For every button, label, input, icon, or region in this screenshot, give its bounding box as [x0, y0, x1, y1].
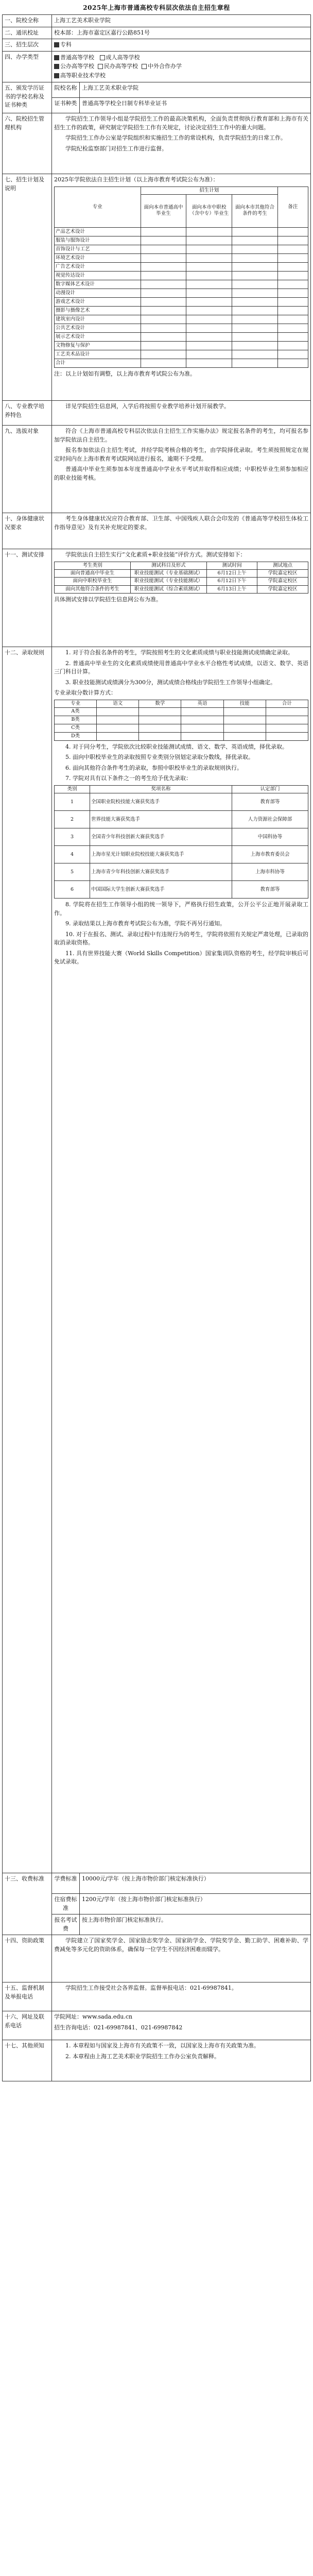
- contact-site: 学院网址：www.sada.edu.cn: [54, 2013, 133, 2020]
- plan-major: 工艺美术品设计: [55, 350, 141, 359]
- row-work: [3, 113, 311, 174]
- score-cell: [181, 707, 223, 716]
- plan-cell: [232, 324, 278, 332]
- row-health: [3, 513, 311, 549]
- row-supervise: [3, 1982, 311, 2011]
- exam-cell: 职业技能测试（综合素质测试）: [130, 585, 206, 593]
- work-para: 学院招生工作领导小组是学院招生工作的最高决策机构，全面负责贯彻执行教育部和上海市有关招生工作的政策，研究制定学院招生工作有关规定，讨论决定招生工作中的重大问题。: [54, 115, 308, 131]
- other-para: 2. 本章程由上海工艺美术职业学院招生工作办公室负责解释。: [65, 2053, 220, 2060]
- exam-cell: 学院嘉定校区: [257, 578, 308, 585]
- plan-major: 环境艺术设计: [55, 253, 141, 262]
- row-label: 十二、录取规则: [3, 647, 52, 1873]
- plan-subhead: 面向本市普通高中毕业生: [141, 194, 186, 227]
- award-table: [54, 785, 308, 899]
- plan-row: [55, 332, 308, 341]
- rules-para: 1. 对于符合报名条件的考生，学院按照考生的文化素质成绩与职业技能测试成绩确定录取。: [65, 649, 293, 656]
- plan-cell: [232, 245, 278, 253]
- row-label: 九、选拔对象: [3, 426, 52, 513]
- exam-cell: 职业技能测试（专业基础测试）: [130, 569, 206, 577]
- score-row: [55, 724, 308, 732]
- plan-cell: [186, 306, 232, 315]
- plan-row: [55, 297, 308, 306]
- exam-head: 考生类别: [55, 562, 131, 569]
- award-cell: 3: [55, 828, 90, 846]
- row-label: 五、颁发学历证书的学校名称及证书种类: [3, 82, 52, 113]
- org-sub-label: 证书种类: [52, 98, 80, 113]
- supervise-text: [52, 1982, 311, 2011]
- org-cert-value: 普通高等学校全日制专科毕业证书: [80, 98, 311, 113]
- row-school-addr: [3, 27, 311, 39]
- rules-para: 3. 职业技能测试成绩满分为300分，测试成绩合格线由学院招生工作领导小组确定。: [65, 679, 276, 686]
- plan-note: 注：以上计划如有调整，以上海市教育考试院公布为准。: [54, 370, 196, 377]
- exam-table: [54, 562, 308, 594]
- plan-major: 摄影与摄像艺术: [55, 306, 141, 315]
- award-head: 类别: [55, 785, 90, 793]
- score-cell: [223, 724, 266, 732]
- score-row: [55, 716, 308, 724]
- admit-para: 符合《上海市普通高校专科层次依法自主招生工作实施办法》规定报名条件的考生，均可报名参加学院依法自主招生。: [54, 428, 308, 443]
- charter-table: [2, 14, 311, 2081]
- plan-cell: [186, 280, 232, 289]
- plan-cell: [141, 253, 186, 262]
- rules-table-note: 专业录取分数计算方式：: [54, 689, 116, 696]
- row-label: 十六、网址及联系电话: [3, 2011, 52, 2040]
- score-cell: [139, 716, 181, 724]
- plan-cell: [186, 245, 232, 253]
- work-para: 学院纪检监察部门对招生工作进行监督。: [65, 145, 167, 152]
- rules-para: 8. 学院将在招生工作领导小组的统一领导下，严格执行招生政策，公开公平公正地开展录取工作。: [54, 901, 308, 917]
- score-head: 英语: [181, 700, 223, 707]
- plan-cell: [232, 297, 278, 306]
- plan-row: [55, 280, 308, 289]
- rules-para: 9. 录取结果以上海市教育考试院公布为准，学院不再另行通知。: [65, 920, 225, 927]
- other-para: 1. 本章程如与国家及上海市有关政策不一致，以国家及上海市有关政策为准。: [65, 2042, 259, 2049]
- fees-sub-label: 住宿费标准: [52, 1894, 80, 1914]
- plan-cell: [232, 306, 278, 315]
- award-cell: 世界技能大赛获奖选手: [90, 811, 232, 828]
- plan-cell: [141, 315, 186, 324]
- type-option: 公办高等学校: [60, 63, 94, 70]
- plan-cell: [277, 280, 308, 289]
- exam-head: 测试时间: [206, 562, 257, 569]
- award-row: [55, 846, 308, 863]
- row-fees-1: [3, 1873, 311, 1894]
- plan-cell: [141, 324, 186, 332]
- row-label: 十三、收费标准: [3, 1873, 52, 1935]
- exam-cell: 6月13日上午: [206, 585, 257, 593]
- plan-major: 动漫设计: [55, 289, 141, 297]
- plan-cell: [141, 236, 186, 245]
- score-cell: [181, 716, 223, 724]
- type-line-1: [54, 54, 308, 62]
- plan-cell: [141, 341, 186, 350]
- exam-after: 具体测试安排以学院招生信息网公布为准。: [54, 596, 162, 603]
- row-label: 十一、测试安排: [3, 549, 52, 647]
- score-cell: [266, 716, 308, 724]
- fees-sub-label: 学费标准: [52, 1873, 80, 1894]
- plan-major: 广告艺术设计: [55, 262, 141, 271]
- plan-cell: [141, 262, 186, 271]
- row-plan: [3, 174, 311, 401]
- checkbox-icon: [142, 64, 147, 69]
- rules-para: 5. 面向中职校毕业生的录取按照专业类别分别划定录取分数线，择优录取。: [65, 754, 254, 761]
- score-cell: [266, 732, 308, 740]
- plan-cell: [277, 271, 308, 280]
- plan-major: 数字媒体艺术设计: [55, 280, 141, 289]
- plan-cell: [232, 280, 278, 289]
- fees-tuition: 10000元/学年（按上海市物价部门核定标准执行）: [80, 1873, 311, 1894]
- plan-cell: [186, 341, 232, 350]
- plan-major: 文物修复与保护: [55, 341, 141, 350]
- score-cell: [139, 724, 181, 732]
- award-cell: 1: [55, 793, 90, 811]
- award-cell: 人力资源社会保障部: [232, 811, 308, 828]
- row-label: 十四、资助政策: [3, 1935, 52, 1982]
- org-name-value: 上海工艺美术职业学院: [80, 82, 311, 98]
- school-addr-value: 校本部：上海市嘉定区嘉行公路851号: [52, 27, 311, 39]
- award-cell: 6: [55, 881, 90, 899]
- award-row: [55, 811, 308, 828]
- award-cell: 上海市教育委员会: [232, 846, 308, 863]
- work-text: [52, 113, 311, 174]
- rules-para: 11. 具有世界技能大赛（World Skills Competition）国家集训队资格的考生，经学院审核后可免试录取。: [54, 950, 308, 965]
- plan-cell: [277, 289, 308, 297]
- exam-cell: 6月12日下午: [206, 578, 257, 585]
- org-sub-label: 院校名称: [52, 82, 80, 98]
- exam-cell: 职业技能测试（专业技能测试）: [130, 578, 206, 585]
- type-option: 普通高等学校: [60, 54, 94, 61]
- plan-cell: [277, 253, 308, 262]
- row-type: [3, 51, 311, 82]
- plan-cell: [186, 359, 232, 367]
- admit-text: [52, 426, 311, 513]
- plan-major: 视觉传达设计: [55, 271, 141, 280]
- score-cell: [97, 724, 139, 732]
- checkbox-icon: [98, 64, 103, 69]
- checkbox-icon: [54, 73, 59, 78]
- score-head: 合计: [266, 700, 308, 707]
- score-cell: C类: [55, 724, 97, 732]
- health-text: [52, 513, 311, 549]
- exam-cell: 6月12日上午: [206, 569, 257, 577]
- rules-para: 4. 对于同分考生，学院依次比较职业技能测试成绩、语文、数学、英语成绩，择优录取。: [65, 743, 288, 750]
- plan-head: 专业: [55, 187, 141, 227]
- score-head: 技能: [223, 700, 266, 707]
- row-rules: [3, 647, 311, 1873]
- plan-cell: [141, 332, 186, 341]
- admit-para: 普通高中毕业生须参加本年度普通高中学业水平考试并取得相应成绩；中职校毕业生须参加相应的职业技能考核。: [54, 466, 308, 481]
- score-head: 语文: [97, 700, 139, 707]
- fees-sub-label: 报名考试费: [52, 1914, 80, 1935]
- page-title: 2025年上海市普通高校专科层次依法自主招生章程: [83, 4, 230, 11]
- exam-cell: 学院嘉定校区: [257, 585, 308, 593]
- row-label: 十、身体健康状况要求: [3, 513, 52, 549]
- score-cell: [223, 732, 266, 740]
- plan-cell: [277, 245, 308, 253]
- plan-cell: [186, 315, 232, 324]
- plan-cell: [277, 262, 308, 271]
- type-line-3: [54, 72, 308, 80]
- plan-row: [55, 350, 308, 359]
- rules-para: 2. 普通高中毕业生的文化素质成绩使用普通高中学业水平合格性考试成绩，以语文、数学、英语三门科目计算。: [54, 659, 308, 675]
- row-level: [3, 39, 311, 52]
- plan-intro: 2025年学院依法自主招生计划（以上海市教育考试院公布为准）：: [54, 176, 219, 183]
- checkbox-icon: [54, 42, 59, 47]
- award-cell: 上海市星光计划职业院校技能大赛获奖选手: [90, 846, 232, 863]
- plan-head: 备注: [277, 187, 308, 227]
- plan-row: [55, 271, 308, 280]
- plan-cell: [232, 236, 278, 245]
- plan-head: 招生计划: [141, 187, 277, 194]
- exam-content: [52, 549, 311, 647]
- award-cell: 教育部等: [232, 793, 308, 811]
- plan-cell: [186, 350, 232, 359]
- plan-cell: [277, 332, 308, 341]
- plan-major: 服装与服饰设计: [55, 236, 141, 245]
- plan-major: 游戏艺术设计: [55, 297, 141, 306]
- plan-cell: [277, 350, 308, 359]
- plan-cell: [232, 315, 278, 324]
- plan-cell: [186, 332, 232, 341]
- score-cell: B类: [55, 716, 97, 724]
- admit-para: 报名参加依法自主招生考试，并经学院考核合格的考生，由学院择优录取。考生须按照规定在规定时间内在上海市教育考试院网站进行报名，逾期不予受理。: [54, 447, 308, 462]
- score-cell: [223, 707, 266, 716]
- score-row: [55, 732, 308, 740]
- plan-cell: [232, 332, 278, 341]
- plan-cell: [141, 350, 186, 359]
- type-line-2: [54, 62, 308, 71]
- row-label: 十五、监督机制及举报电话: [3, 1982, 52, 2011]
- score-head: 数学: [139, 700, 181, 707]
- exam-head: 测试地点: [257, 562, 308, 569]
- plan-row: [55, 324, 308, 332]
- other-text: [52, 2040, 311, 2081]
- contact-phone: 招生咨询电话：021-69987841、021-69987842: [54, 2024, 183, 2031]
- plan-row: [55, 245, 308, 253]
- score-cell: [181, 724, 223, 732]
- award-cell: 4: [55, 846, 90, 863]
- plan-cell: [186, 289, 232, 297]
- plan-cell: [232, 289, 278, 297]
- plan-row: [55, 262, 308, 271]
- type-option: 高等职业技术学校: [60, 72, 106, 79]
- score-cell: [139, 732, 181, 740]
- profession-para: 详见学院招生信息网，入学后将按照专业教学培养计划开展教学。: [65, 403, 230, 410]
- plan-cell: [186, 253, 232, 262]
- award-row: [55, 793, 308, 811]
- school-name-value: 上海工艺美术职业学院: [52, 15, 311, 27]
- row-label: 四、办学类型: [3, 51, 52, 82]
- row-label: 八、专业教学培养特色: [3, 401, 52, 426]
- award-cell: 全国青少年科技创新大赛获奖选手: [90, 828, 232, 846]
- plan-row: [55, 306, 308, 315]
- plan-major: 展示艺术设计: [55, 332, 141, 341]
- exam-cell: 面向普通高中毕业生: [55, 569, 131, 577]
- plan-row: [55, 236, 308, 245]
- fees-dorm: 1200元/学年（按上海市物价部门核定标准执行）: [80, 1894, 311, 1914]
- exam-intro: 学院依法自主招生实行“文化素质+职业技能”评价方式。测试安排如下：: [65, 551, 246, 558]
- plan-cell: [141, 297, 186, 306]
- plan-table: [54, 187, 308, 368]
- award-cell: 上海市青少年科技创新大赛获奖选手: [90, 863, 232, 881]
- plan-major: 产品艺术设计: [55, 227, 141, 236]
- row-label: 一、院校全称: [3, 15, 52, 27]
- score-cell: [139, 707, 181, 716]
- type-option: 民办高等学校: [104, 63, 138, 70]
- plan-cell: [141, 245, 186, 253]
- plan-cell: [232, 350, 278, 359]
- plan-cell: [277, 297, 308, 306]
- checkbox-icon: [54, 64, 59, 69]
- award-head: 奖项名称: [90, 785, 232, 793]
- plan-cell: [277, 341, 308, 350]
- row-admit: [3, 426, 311, 513]
- award-row: [55, 881, 308, 899]
- award-row: [55, 828, 308, 846]
- score-cell: [97, 732, 139, 740]
- checkbox-icon: [54, 55, 59, 60]
- level-option: 专科: [60, 41, 72, 48]
- plan-cell: [232, 227, 278, 236]
- award-cell: 中国国际大学生创新大赛获奖选手: [90, 881, 232, 899]
- exam-row: [55, 585, 308, 593]
- plan-row: [55, 341, 308, 350]
- rules-para: 10. 对于在报名、测试、录取过程中有违规行为的考生，学院将依照有关规定严肃处理，已录取的取消录取资格。: [54, 930, 308, 946]
- plan-cell: [277, 236, 308, 245]
- plan-cell: [141, 306, 186, 315]
- plan-cell: [141, 271, 186, 280]
- plan-cell: [186, 324, 232, 332]
- rules-para: 7. 学院对具有以下条件之一的考生给予优先录取：: [65, 775, 192, 782]
- fees-exam: 按上海市物价部门核定标准执行。: [80, 1914, 311, 1935]
- type-option: 成人高等学校: [106, 54, 140, 61]
- exam-row: [55, 578, 308, 585]
- plan-cell: [186, 227, 232, 236]
- plan-content: [52, 174, 311, 401]
- exam-cell: 学院嘉定校区: [257, 569, 308, 577]
- score-cell: D类: [55, 732, 97, 740]
- level-value: [52, 39, 311, 52]
- row-profession: [3, 401, 311, 426]
- score-cell: [181, 732, 223, 740]
- exam-row: [55, 569, 308, 577]
- plan-cell: [232, 262, 278, 271]
- plan-cell: [141, 227, 186, 236]
- row-exam: [3, 549, 311, 647]
- plan-cell: [232, 359, 278, 367]
- plan-major: 建筑室内设计: [55, 315, 141, 324]
- plan-row: [55, 359, 308, 367]
- plan-cell: [232, 341, 278, 350]
- row-aid: [3, 1935, 311, 1982]
- award-cell: 2: [55, 811, 90, 828]
- plan-cell: [141, 289, 186, 297]
- award-head: 认定部门: [232, 785, 308, 793]
- aid-text: [52, 1935, 311, 1982]
- plan-cell: [277, 315, 308, 324]
- plan-major: 合计: [55, 359, 141, 367]
- award-cell: 中国科协等: [232, 828, 308, 846]
- plan-cell: [186, 271, 232, 280]
- plan-cell: [232, 271, 278, 280]
- award-cell: 全国职业院校技能大赛获奖选手: [90, 793, 232, 811]
- row-label: 二、通讯校址: [3, 27, 52, 39]
- plan-cell: [141, 359, 186, 367]
- row-school-name: [3, 15, 311, 27]
- plan-cell: [277, 227, 308, 236]
- award-cell: 上海市科协等: [232, 863, 308, 881]
- plan-cell: [277, 324, 308, 332]
- plan-row: [55, 315, 308, 324]
- exam-head: 测试科目及形式: [130, 562, 206, 569]
- plan-cell: [186, 297, 232, 306]
- checkbox-icon: [100, 55, 105, 60]
- plan-subhead: 面向本市中职校（含中专）毕业生: [186, 194, 232, 227]
- row-org-1: [3, 82, 311, 98]
- rules-content: [52, 647, 311, 1873]
- row-label: 七、招生计划及说明: [3, 174, 52, 401]
- score-cell: [266, 724, 308, 732]
- score-head: 专业: [55, 700, 97, 707]
- plan-row: [55, 289, 308, 297]
- type-options: [52, 51, 311, 82]
- award-cell: 教育部等: [232, 881, 308, 899]
- rules-para: 6. 面向其他符合条件考生的录取，参照中职校毕业生的录取规则执行。: [65, 764, 242, 771]
- score-cell: [223, 716, 266, 724]
- plan-major: 首饰设计与工艺: [55, 245, 141, 253]
- exam-cell: 面向其他符合条件的考生: [55, 585, 131, 593]
- plan-cell: [186, 262, 232, 271]
- row-label: 十七、其他须知: [3, 2040, 52, 2081]
- health-para: 考生身体健康状况应符合教育部、卫生部、中国残疾人联合会印发的《普通高等学校招生体检工作指导意见》及有关补充规定的要求。: [54, 515, 308, 531]
- type-option: 中外合作办学: [148, 63, 182, 70]
- plan-cell: [141, 280, 186, 289]
- aid-para: 学院建立了国家奖学金、国家励志奖学金、国家助学金、学院奖学金、勤工助学、困难补助、学费减免等多元化的资助体系，确保每一位学生不因经济困难而辍学。: [54, 1937, 308, 1953]
- row-label: 六、院校招生管理机构: [3, 113, 52, 174]
- award-cell: 5: [55, 863, 90, 881]
- plan-major: 公共艺术设计: [55, 324, 141, 332]
- plan-cell: [277, 306, 308, 315]
- page: [2, 0, 311, 2081]
- profession-text: [52, 401, 311, 426]
- score-row: [55, 707, 308, 716]
- plan-cell: [232, 253, 278, 262]
- score-cell: A类: [55, 707, 97, 716]
- row-contact: [3, 2011, 311, 2040]
- score-table: [54, 700, 308, 741]
- plan-row: [55, 253, 308, 262]
- row-label: 三、招生层次: [3, 39, 52, 52]
- score-cell: [266, 707, 308, 716]
- plan-subhead: 面向本市其他符合条件的考生: [232, 194, 278, 227]
- award-row: [55, 863, 308, 881]
- work-para: 学院招生工作办公室是学院组织和实施招生工作的常设机构，负责学院招生的日常工作。: [65, 134, 286, 141]
- plan-cell: [277, 359, 308, 367]
- score-cell: [97, 707, 139, 716]
- row-other: [3, 2040, 311, 2081]
- exam-cell: 面向中职校毕业生: [55, 578, 131, 585]
- score-cell: [97, 716, 139, 724]
- contact-text: [52, 2011, 311, 2040]
- supervise-para: 学院招生工作接受社会各界监督。监督举报电话：021-69987841。: [65, 1985, 237, 1991]
- plan-cell: [186, 236, 232, 245]
- plan-row: [55, 227, 308, 236]
